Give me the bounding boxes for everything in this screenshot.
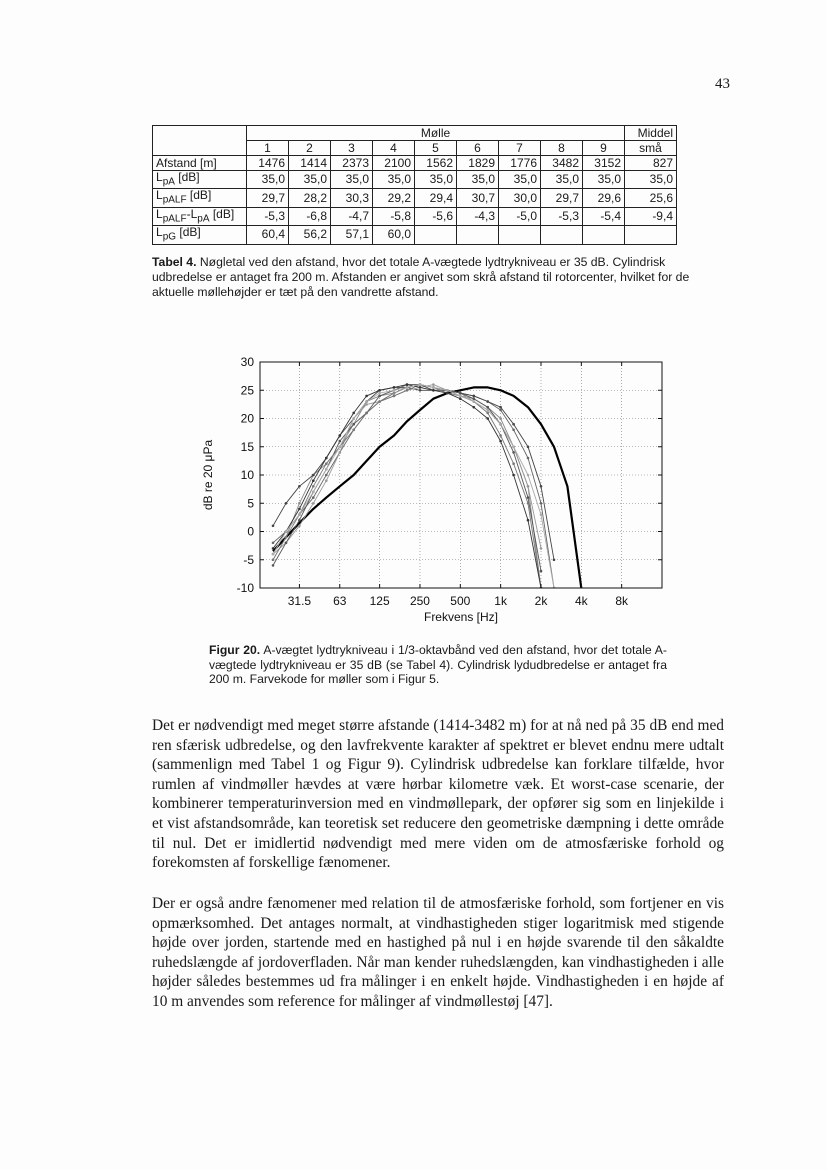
table-cell bbox=[583, 226, 625, 244]
data-table bbox=[152, 125, 677, 245]
series-point bbox=[272, 525, 275, 528]
series-point bbox=[339, 434, 342, 437]
table-cell: 28,2 bbox=[289, 189, 331, 207]
table-cell bbox=[541, 226, 583, 244]
mill-number-header: 9 bbox=[583, 141, 625, 156]
series-point bbox=[272, 564, 275, 567]
series-point bbox=[553, 559, 556, 562]
table-cell: 29,7 bbox=[247, 189, 289, 207]
series-point bbox=[527, 519, 530, 522]
table-row-label: $L_{pALF}-L_{pA}$ [dB] bbox=[153, 207, 247, 225]
mill-number-header: 1 bbox=[247, 141, 289, 156]
table-cell: 29,2 bbox=[373, 189, 415, 207]
table-cell: -5,0 bbox=[499, 207, 541, 225]
series-point bbox=[365, 412, 368, 415]
series-point bbox=[325, 462, 328, 465]
series-point bbox=[285, 530, 288, 533]
series-point bbox=[298, 508, 301, 511]
table-body bbox=[153, 126, 677, 245]
series-point bbox=[540, 502, 543, 505]
series-point bbox=[365, 400, 368, 403]
series-point bbox=[540, 513, 543, 516]
table-cell: 35,0 bbox=[247, 171, 289, 189]
series-point bbox=[540, 547, 543, 550]
series-point bbox=[486, 412, 489, 415]
y-tick-label: 30 bbox=[240, 355, 254, 369]
table-cell: -5,8 bbox=[373, 207, 415, 225]
chart-series-group bbox=[272, 383, 582, 589]
mill-number-header: 2 bbox=[289, 141, 331, 156]
table-caption-text: Nøgletal ved den afstand, hvor det totale A-vægtede lydtrykniveau er 35 dB. Cylindrisk udbredelse er antaget fra 200 m. Afstanden er angivet som skrå afstand til rotorcenter, hvilket for de aktuelle møllehøjder er tæt på den vandrette afstand. bbox=[152, 255, 690, 299]
table-cell: 35,0 bbox=[499, 171, 541, 189]
series-point bbox=[499, 417, 502, 420]
series-point bbox=[512, 446, 515, 449]
y-tick-label: 25 bbox=[240, 383, 254, 398]
series-point bbox=[432, 383, 435, 386]
series-point bbox=[365, 403, 368, 406]
series-line bbox=[273, 385, 541, 571]
series-point bbox=[298, 519, 301, 522]
series-point bbox=[446, 389, 449, 392]
table-cell: -6,8 bbox=[289, 207, 331, 225]
table-cell: 30,7 bbox=[457, 189, 499, 207]
y-tick-label: 20 bbox=[240, 411, 254, 426]
figure-caption-text: A-vægtet lydtrykniveau i 1/3-oktavbånd ved den afstand, hvor det totale A-vægtede lydtrykniveau er 35 dB (se Tabel 4). Cylindrisk lydudbredelse er antaget fra 200 m. Farvekode for møller som i Figur 5. bbox=[209, 643, 667, 686]
chart-y-axis-label: dB re 20 μPa bbox=[201, 439, 215, 511]
table-cell: -5,3 bbox=[541, 207, 583, 225]
table-row bbox=[153, 189, 677, 207]
series-point bbox=[352, 429, 355, 432]
series-point bbox=[473, 400, 476, 403]
series-point bbox=[393, 386, 396, 389]
y-tick-label: 0 bbox=[247, 524, 254, 539]
table-cell: 3482 bbox=[541, 156, 583, 171]
table-cell: 57,1 bbox=[331, 226, 373, 244]
series-point bbox=[285, 536, 288, 539]
series-point bbox=[298, 502, 301, 505]
table-cell: -4,7 bbox=[331, 207, 373, 225]
table-cell: 56,2 bbox=[289, 226, 331, 244]
series-point bbox=[285, 542, 288, 545]
series-point bbox=[406, 389, 409, 392]
figure-caption-label: Figur 20. bbox=[209, 643, 261, 657]
table-cell: -5,4 bbox=[583, 207, 625, 225]
x-tick-label: 31.5 bbox=[287, 594, 312, 608]
table-cell: -5,3 bbox=[247, 207, 289, 225]
series-point bbox=[339, 451, 342, 454]
table-cell: 35,0 bbox=[625, 171, 677, 189]
table-row-label: Afstand [m] bbox=[153, 156, 247, 171]
table-row bbox=[153, 171, 677, 189]
series-point bbox=[393, 389, 396, 392]
table-row-label: $L_{pG}$ [dB] bbox=[153, 226, 247, 244]
table-caption-label: Tabel 4. bbox=[152, 255, 197, 269]
series-point bbox=[499, 440, 502, 443]
body-paragraph-2: Der er også andre fænomener med relation til de atmosfæriske forhold, som fortjener en vis opmærksomhed. Det antages normalt, at vindhastigheden stiger logaritmisk med stigende højde over jorden, startende med en hastighed på nul i en højde svarende til den såkaldte ruhedslængde af jordoverfladen. Når man kender ruhedslængden, kan vindhastigheden i alle højder således bestemmes ud fra målinger i en enkelt højde. Vindhastigheden i en højde af 10 m anvendes som reference for målinger af vindmøllestøj [47]. bbox=[152, 895, 724, 1010]
table-cell: 35,0 bbox=[373, 171, 415, 189]
series-point bbox=[419, 383, 422, 386]
series-point bbox=[527, 474, 530, 477]
series-point bbox=[473, 395, 476, 398]
series-point bbox=[486, 406, 489, 409]
table-cell: 827 bbox=[625, 156, 677, 171]
series-point bbox=[393, 392, 396, 395]
table-middel-subheader: små bbox=[625, 141, 677, 156]
series-point bbox=[365, 395, 368, 398]
series-point bbox=[378, 389, 381, 392]
figure-caption bbox=[209, 643, 667, 687]
series-point bbox=[540, 570, 543, 573]
table-header-row-2 bbox=[153, 141, 677, 156]
series-point bbox=[527, 496, 530, 499]
series-point bbox=[312, 502, 315, 505]
series-point bbox=[378, 392, 381, 395]
series-point bbox=[325, 468, 328, 471]
series-point bbox=[312, 474, 315, 477]
series-point bbox=[378, 400, 381, 403]
series-point bbox=[499, 423, 502, 426]
x-tick-label: 63 bbox=[333, 594, 347, 608]
table-row-label: $L_{pA}$ [dB] bbox=[153, 171, 247, 189]
table-cell: 3152 bbox=[583, 156, 625, 171]
table-cell: 1562 bbox=[415, 156, 457, 171]
series-point bbox=[312, 479, 315, 482]
table-cell: 35,0 bbox=[541, 171, 583, 189]
series-point bbox=[272, 542, 275, 545]
y-tick-label: -10 bbox=[236, 581, 254, 595]
series-point bbox=[272, 553, 275, 556]
series-point bbox=[339, 440, 342, 443]
series-point bbox=[486, 400, 489, 403]
mill-number-header: 6 bbox=[457, 141, 499, 156]
mill-number-header: 8 bbox=[541, 141, 583, 156]
series-point bbox=[432, 389, 435, 392]
table-row bbox=[153, 156, 677, 171]
series-point bbox=[272, 547, 275, 550]
series-point bbox=[486, 409, 489, 412]
series-point bbox=[352, 423, 355, 426]
table-group-header: Mølle bbox=[247, 126, 625, 141]
table-header-row-1 bbox=[153, 126, 677, 141]
table-cell bbox=[415, 226, 457, 244]
series-point bbox=[272, 559, 275, 562]
series-point bbox=[459, 395, 462, 398]
mill-number-header: 5 bbox=[415, 141, 457, 156]
table-cell: 30,3 bbox=[331, 189, 373, 207]
series-point bbox=[512, 462, 515, 465]
series-point bbox=[378, 395, 381, 398]
series-point bbox=[352, 417, 355, 420]
table-cell bbox=[499, 226, 541, 244]
table-cell: 1476 bbox=[247, 156, 289, 171]
table-corner-cell bbox=[153, 126, 247, 141]
x-tick-label: 1k bbox=[494, 594, 507, 608]
page-number: 43 bbox=[715, 76, 730, 92]
series-point bbox=[473, 397, 476, 400]
series-point bbox=[393, 395, 396, 398]
series-point bbox=[499, 434, 502, 437]
table-cell: 60,0 bbox=[373, 226, 415, 244]
x-tick-label: 2k bbox=[534, 594, 548, 608]
series-point bbox=[352, 412, 355, 415]
table-cell: 2100 bbox=[373, 156, 415, 171]
series-point bbox=[419, 389, 422, 392]
table-caption bbox=[152, 255, 727, 300]
mill-number-header: 7 bbox=[499, 141, 541, 156]
table-row bbox=[153, 207, 677, 225]
series-point bbox=[298, 485, 301, 488]
series-point bbox=[459, 392, 462, 395]
table-cell: 29,6 bbox=[583, 189, 625, 207]
x-tick-label: 8k bbox=[615, 594, 629, 608]
table-cell: 35,0 bbox=[457, 171, 499, 189]
x-tick-label: 125 bbox=[369, 594, 390, 608]
table-cell: 1829 bbox=[457, 156, 499, 171]
series-point bbox=[446, 392, 449, 395]
series-point bbox=[325, 457, 328, 460]
series-point bbox=[459, 397, 462, 400]
series-point bbox=[527, 485, 530, 488]
series-point bbox=[499, 406, 502, 409]
series-point bbox=[406, 383, 409, 386]
y-tick-label: 15 bbox=[240, 439, 254, 454]
table-cell: 35,0 bbox=[415, 171, 457, 189]
table-cell: -5,6 bbox=[415, 207, 457, 225]
frequency-spectrum-chart bbox=[190, 350, 680, 630]
series-point bbox=[312, 496, 315, 499]
table-cell: 35,0 bbox=[583, 171, 625, 189]
table-cell: 29,4 bbox=[415, 189, 457, 207]
table-cell: 35,0 bbox=[331, 171, 373, 189]
series-point bbox=[298, 513, 301, 516]
table-cell: 29,7 bbox=[541, 189, 583, 207]
mill-number-header: 4 bbox=[373, 141, 415, 156]
series-point bbox=[527, 457, 530, 460]
mill-number-header: 3 bbox=[331, 141, 373, 156]
series-point bbox=[486, 417, 489, 420]
table-row-label: $L_{pALF}$ [dB] bbox=[153, 189, 247, 207]
series-point bbox=[512, 423, 515, 426]
table-cell: 30,0 bbox=[499, 189, 541, 207]
body-paragraph-1: Det er nødvendigt med meget større afstande (1414-3482 m) for at nå ned på 35 dB end med ren sfærisk udbredelse, og den lavfrekvente karakter af spektret er blevet endnu mere udtalt (sammenlign med Tabel 1 og Figur 9). Cylindrisk udbredelse kan forklare tilfælde, hvor rumlen af vindmøller hævdes at være hørbar kilometre væk. Et worst-case scenarie, der kombinerer temperaturinversion med en vindmøllepark, der opfører sig som en linjekilde i et vist afstandsområde, kan teoretisk set reducere den geometriske dæmpning i dette område til nul. Det er imidlertid nødvendigt med mere viden om de atmosfæriske forhold og forekomsten af forskellige fænomener. bbox=[152, 717, 724, 872]
series-point bbox=[432, 386, 435, 389]
series-point bbox=[285, 502, 288, 505]
series-point bbox=[312, 485, 315, 488]
y-tick-label: -5 bbox=[243, 552, 254, 567]
series-point bbox=[325, 479, 328, 482]
table-cell: 35,0 bbox=[289, 171, 331, 189]
series-point bbox=[312, 491, 315, 494]
series-point bbox=[512, 451, 515, 454]
series-point bbox=[512, 429, 515, 432]
series-point bbox=[527, 502, 530, 505]
table-cell bbox=[457, 226, 499, 244]
x-tick-label: 250 bbox=[409, 594, 430, 608]
table-cell: 2373 bbox=[331, 156, 373, 171]
series-point bbox=[512, 474, 515, 477]
series-point bbox=[419, 386, 422, 389]
table-cell: 1414 bbox=[289, 156, 331, 171]
series-point bbox=[473, 406, 476, 409]
series-point bbox=[298, 525, 301, 528]
table-cell bbox=[625, 226, 677, 244]
table-cell: 25,6 bbox=[625, 189, 677, 207]
table-corner-cell-2 bbox=[153, 141, 247, 156]
table-row bbox=[153, 226, 677, 244]
table-middel-header: Middel bbox=[625, 126, 677, 141]
table-cell: -4,3 bbox=[457, 207, 499, 225]
table-cell: -9,4 bbox=[625, 207, 677, 225]
chart-x-axis-label: Frekvens [Hz] bbox=[423, 610, 499, 624]
y-tick-label: 10 bbox=[240, 468, 254, 482]
series-point bbox=[527, 446, 530, 449]
table-cell: 1776 bbox=[499, 156, 541, 171]
series-point bbox=[540, 485, 543, 488]
series-point bbox=[406, 386, 409, 389]
series-point bbox=[339, 446, 342, 449]
series-point bbox=[325, 474, 328, 477]
x-tick-label: 500 bbox=[450, 594, 471, 608]
table-cell: 60,4 bbox=[247, 226, 289, 244]
y-tick-label: 5 bbox=[247, 496, 254, 511]
x-tick-label: 4k bbox=[574, 594, 588, 608]
